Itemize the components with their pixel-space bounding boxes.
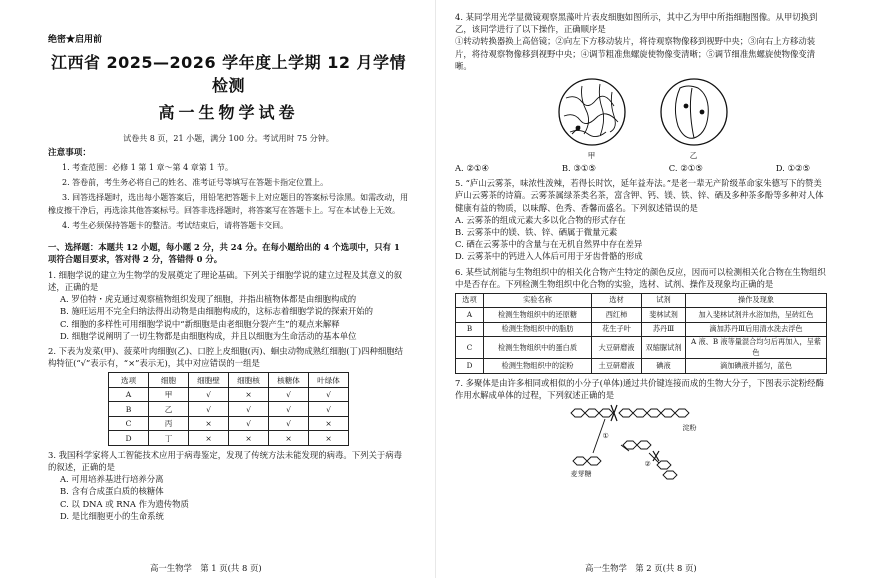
table-cell: × — [189, 431, 229, 446]
option-c: C. 以 DNA 或 RNA 作为遗传物质 — [60, 498, 189, 509]
table-row — [456, 308, 827, 323]
question-2 — [48, 345, 409, 446]
figure-yi — [658, 76, 730, 162]
option-c: C. 细胞的多样性可用细胞学说中“新细胞是由老细胞分裂产生”的观点来解释 — [60, 318, 340, 329]
microscope-field-yi-icon — [658, 76, 730, 148]
exam-subject-title: 高一生物学试卷 — [158, 103, 299, 123]
cell-structure-table — [108, 372, 349, 446]
table-header: 试剂 — [642, 293, 686, 308]
exam-title: 江西省 2025—2026 学年度上学期 12 月学情检测 — [50, 53, 407, 96]
option-b: B. 含有合成蛋白质的核糖体 — [60, 486, 164, 497]
table-cell: √ — [269, 416, 309, 431]
option-b: B. 施旺运用不完全归纳法得出动物是由细胞构成的，这标志着细胞学说的探索开始的 — [60, 306, 373, 317]
table-cell: 检测生物组织中的淀粉 — [484, 359, 592, 374]
table-cell: √ — [229, 416, 269, 431]
page-footer: 高一生物学 第 2 页(共 8 页) — [585, 562, 697, 573]
notice-item: 1. 考查范围：必修 1 第 1 章～第 4 章第 1 节。 — [62, 162, 233, 172]
table-cell: × — [309, 416, 349, 431]
option-c: C. 硒在云雾茶中的含量与在无机自然界中存在差异 — [455, 239, 643, 250]
question-3 — [48, 449, 409, 522]
exam-meta: 试卷共 8 页，21 小题，满分 100 分。考试用时 75 分钟。 — [123, 133, 334, 143]
figure-label: 甲 — [587, 151, 596, 161]
question-stem: 6. 某些试剂能与生物组织中的相关化合物产生特定的颜色反应，因而可以检测相关化合物在生物组织中是否存在。下列检测生物组织中化合物的实验，选材、试剂、操作及现象均正确的是 — [455, 266, 826, 289]
step-1-label: ① — [602, 432, 609, 441]
option-d: D. 云雾茶中的钙进入人体后可用于牙齿骨骼的形成 — [455, 251, 643, 262]
table-cell: × — [309, 431, 349, 446]
table-cell: 西红柿 — [592, 308, 642, 323]
table-header: 细胞 — [149, 373, 189, 388]
table-cell: 土豆研磨液 — [592, 359, 642, 374]
table-header: 实验名称 — [484, 293, 592, 308]
table-header: 细胞核 — [229, 373, 269, 388]
confidential-mark: 绝密★启用前 — [48, 35, 103, 45]
figure-label: 乙 — [689, 151, 698, 161]
table-cell: × — [229, 387, 269, 402]
table-cell: 苏丹Ⅲ — [642, 322, 686, 337]
page-2 — [435, 0, 870, 578]
option-a: A. 可用培养基进行培养分离 — [60, 474, 164, 485]
table-cell: 丙 — [149, 416, 189, 431]
table-cell: C — [456, 337, 484, 359]
option-a: A. ②①④ — [455, 163, 489, 173]
table-row — [109, 431, 349, 446]
starch-label: 淀粉 — [682, 424, 697, 433]
table-header-row — [456, 293, 827, 308]
table-cell: 碘液 — [642, 359, 686, 374]
notice-item: 3. 回答选择题时，选出每小题答案后，用铅笔把答题卡上对应题目的答案标号涂黑。如需改动，用橡皮擦干净后，再选涂其他答案标号。回答非选择题时，将答案写在答题卡上。写在本试卷上无效。 — [48, 193, 409, 215]
table-cell: 花生子叶 — [592, 322, 642, 337]
table-cell: √ — [269, 402, 309, 417]
table-cell: B — [456, 322, 484, 337]
table-header: 选材 — [592, 293, 642, 308]
question-stem: 1. 细胞学说的建立为生物学的发展奠定了理论基础。下列关于细胞学说的建立过程及其意义的叙述，正确的是 — [48, 269, 403, 293]
table-cell: D — [109, 431, 149, 446]
table-cell: 大豆研磨液 — [592, 337, 642, 359]
question-stem: 2. 下表为发菜(甲)、菠菜叶肉细胞(乙)、口腔上皮细胞(丙)、蛔虫动物成熟红细胞(丁)四种细胞结构特征(“√”表示有，“×”表示无)，其中对应错误的一组是 — [48, 345, 404, 369]
option-b: B. 云雾茶中的镁、铁、锌、硒属于微量元素 — [455, 226, 618, 237]
table-cell: √ — [309, 402, 349, 417]
table-cell: 检测生物组织中的脂肪 — [484, 322, 592, 337]
table-cell: B — [109, 402, 149, 417]
table-header-row — [109, 373, 349, 388]
notice-heading: 注意事项： — [48, 148, 91, 159]
table-cell: A — [109, 387, 149, 402]
table-row — [456, 337, 827, 359]
table-cell: 加入斐林试剂并水浴加热，呈砖红色 — [686, 308, 827, 323]
table-cell: 检测生物组织中的还原糖 — [484, 308, 592, 323]
table-header: 细胞壁 — [189, 373, 229, 388]
question-7 — [455, 377, 830, 485]
question-5 — [455, 177, 830, 262]
question-4 — [455, 11, 830, 174]
table-cell: × — [229, 431, 269, 446]
table-row — [109, 416, 349, 431]
table-cell: √ — [269, 387, 309, 402]
table-row — [456, 359, 827, 374]
table-header: 叶绿体 — [309, 373, 349, 388]
question-stem: 7. 多聚体是由许多相同或相似的小分子(单体)通过共价键连接而成的生物大分子，下图表示淀粉经酶作用水解成单体的过程，下列叙述正确的是 — [455, 377, 824, 400]
table-cell: C — [109, 416, 149, 431]
table-row — [456, 322, 827, 337]
table-cell: 滴加碘液并摇匀，蓝色 — [686, 359, 827, 374]
microscope-field-jia-icon — [556, 76, 628, 148]
table-row — [109, 387, 349, 402]
table-cell: 丁 — [149, 431, 189, 446]
starch-hydrolysis-figure — [563, 403, 723, 485]
options-row — [455, 162, 830, 174]
table-cell: √ — [189, 387, 229, 402]
microscope-figure — [455, 76, 830, 162]
question-steps: ①转动转换器换上高倍镜；②向左下方移动装片，将待观察物像移到视野中央；③向右上方移动装片，将待观察物像移到视野中央；④调节粗准焦螺旋使物像变清晰；⑤调节细准焦螺旋使物像变清晰。 — [455, 36, 816, 71]
table-cell: 斐林试剂 — [642, 308, 686, 323]
table-cell: √ — [309, 387, 349, 402]
option-d: D. 细胞学说阐明了一切生物都是由细胞构成，并且以细胞为生命活动的基本单位 — [60, 330, 357, 341]
section-heading: 一、选择题：本题共 12 小题，每小题 2 分，共 24 分。在每小题给出的 4 个选项中，只有 1 项符合题目要求，答对得 2 分，答错得 0 分。 — [48, 241, 400, 265]
option-d: D. ①②⑤ — [775, 163, 810, 173]
table-cell: 双缩脲试剂 — [642, 337, 686, 359]
question-1 — [48, 269, 409, 342]
notice-item: 2. 答卷前，考生务必将自己的姓名、准考证号等填写在答题卡指定位置上。 — [62, 178, 329, 188]
option-b: B. ③①⑤ — [561, 163, 596, 173]
table-header: 核糖体 — [269, 373, 309, 388]
option-a: A. 罗伯特・虎克通过观察植物组织发现了细胞，并指出植物体都是由细胞构成的 — [60, 294, 357, 305]
experiment-table — [455, 293, 827, 374]
page-footer: 高一生物学 第 1 页(共 8 页) — [150, 562, 262, 573]
question-6 — [455, 266, 830, 374]
question-stem: 5. “庐山云雾茶，味浓性泼辣，若得长时饮，延年益寿法。”是老一辈无产阶级革命家朱德写下的赞美庐山云雾茶的诗篇。云雾茶属绿茶类名茶，富含钾、钙、镁、铁、锌、硒及多种茶多酚等多种对人体健康有益的物质，以味醇、色秀、香馨而盛名。下列叙述错误的是 — [455, 178, 824, 213]
notice-item: 4. 考生必须保持答题卡的整洁。考试结束后，请将答题卡交回。 — [62, 221, 289, 231]
notice-block — [48, 147, 409, 232]
table-cell: × — [189, 416, 229, 431]
option-d: D. 是比细胞更小的生命系统 — [60, 510, 164, 521]
table-cell: 检测生物组织中的蛋白质 — [484, 337, 592, 359]
table-header: 操作及现象 — [686, 293, 827, 308]
table-row — [109, 402, 349, 417]
table-cell: √ — [189, 402, 229, 417]
option-c: C. ②①⑤ — [668, 163, 703, 173]
table-cell: 甲 — [149, 387, 189, 402]
table-header: 选项 — [456, 293, 484, 308]
table-cell: A — [456, 308, 484, 323]
figure-jia — [556, 76, 628, 162]
table-cell: 乙 — [149, 402, 189, 417]
table-cell: A 液、B 液等量混合均匀后再加入，呈紫色 — [686, 337, 827, 359]
table-header: 选项 — [109, 373, 149, 388]
step-2-label: ② — [644, 460, 651, 469]
question-stem: 3. 我国科学家将人工智能技术应用于病毒鉴定，发现了传统方法未能发现的病毒。下列关于病毒的叙述，正确的是 — [48, 449, 403, 473]
table-cell: × — [269, 431, 309, 446]
maltose-label: 麦芽糖 — [570, 470, 592, 479]
table-cell: 滴加苏丹Ⅲ后用清水洗去浮色 — [686, 322, 827, 337]
option-a: A. 云雾茶的组成元素大多以化合物的形式存在 — [455, 214, 626, 225]
question-stem: 4. 某同学用光学显微镜观察黑藻叶片表皮细胞如图所示，其中乙为甲中所指细胞图像。从甲切换到乙，该同学进行了以下操作，正确顺序是 — [455, 12, 818, 35]
table-cell: D — [456, 359, 484, 374]
table-cell: √ — [229, 402, 269, 417]
